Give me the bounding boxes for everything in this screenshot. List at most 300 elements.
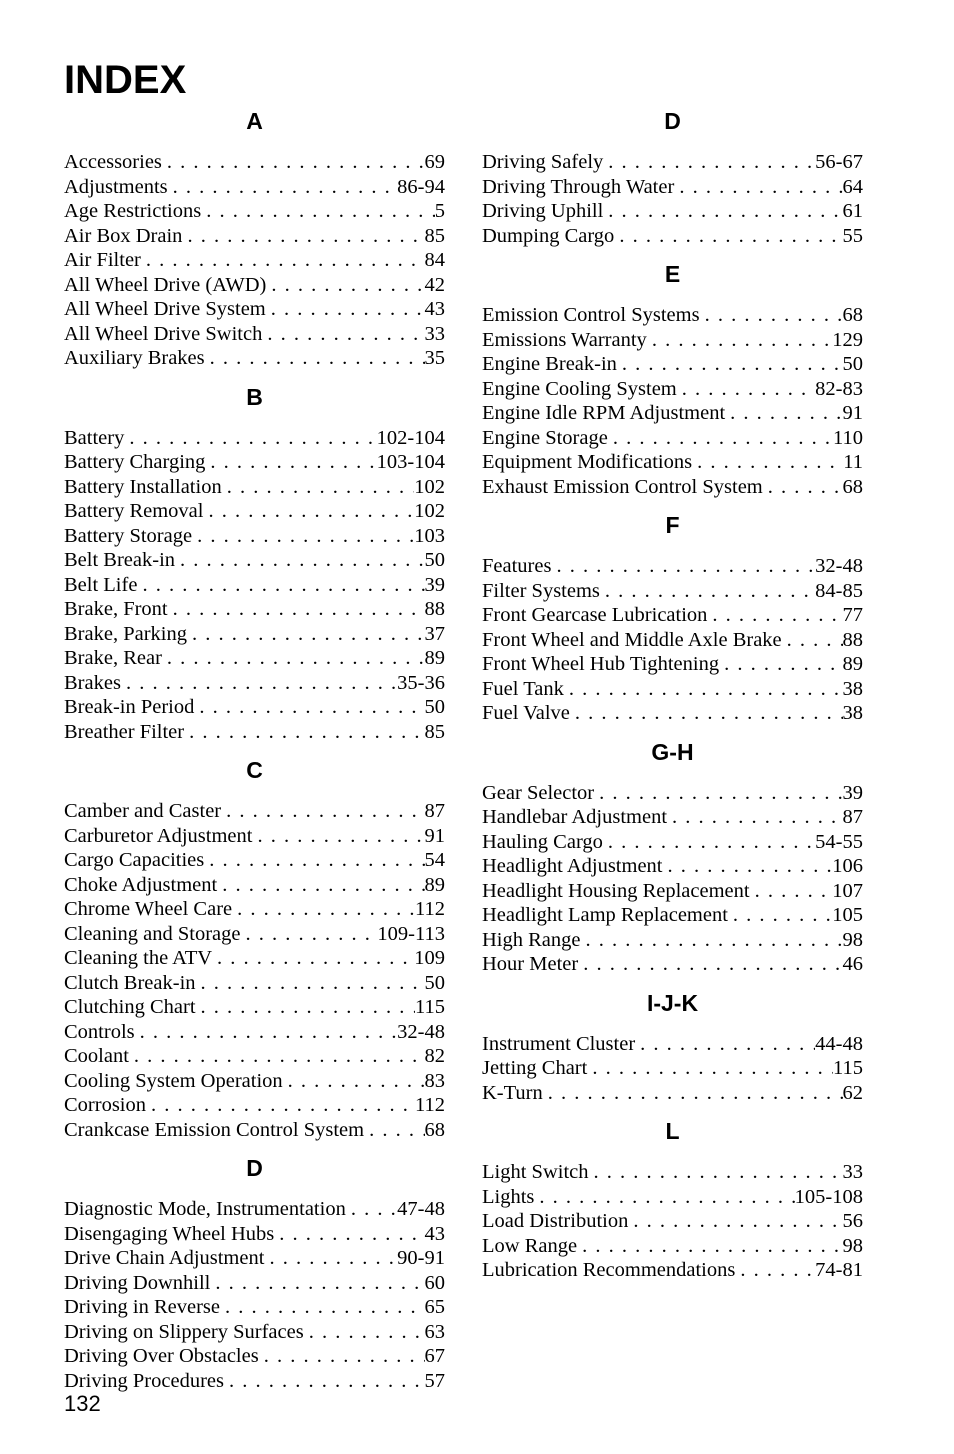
dot-leader xyxy=(129,1044,425,1069)
index-entry-label: Engine Break-in xyxy=(482,353,617,375)
index-entry-label: Drive Chain Adjustment xyxy=(64,1247,265,1269)
dot-leader xyxy=(614,224,842,249)
index-entry-label: Engine Storage xyxy=(482,426,608,449)
index-entry xyxy=(482,554,863,579)
dot-leader xyxy=(210,1271,424,1296)
index-entry-page: 57 xyxy=(424,1369,445,1392)
index-entry-page: 84-85 xyxy=(815,579,863,602)
index-entry xyxy=(482,805,863,830)
index-entry-page: 115 xyxy=(833,1057,863,1079)
index-entry-label: Auxiliary Brakes xyxy=(64,347,205,369)
index-entry-page: 110 xyxy=(833,426,863,449)
index-entry-page: 86-94 xyxy=(397,175,445,198)
index-entry-label: Cleaning the ATV xyxy=(64,947,213,969)
index-entry-page: 11 xyxy=(843,451,863,473)
dot-leader xyxy=(603,199,842,224)
index-entry-page: 112 xyxy=(415,1094,445,1116)
index-entry-page: 83 xyxy=(424,1069,445,1092)
index-entry xyxy=(64,1369,445,1394)
index-entry-page: 50 xyxy=(842,353,863,375)
index-entry xyxy=(482,952,863,977)
index-entry-page: 43 xyxy=(424,1222,445,1245)
dot-leader xyxy=(570,701,843,726)
dot-leader xyxy=(594,781,842,806)
index-entry xyxy=(482,928,863,953)
index-entry-page: 85 xyxy=(424,720,445,743)
index-entry-list xyxy=(482,1032,863,1106)
index-entry-page: 43 xyxy=(424,298,445,320)
index-entry-label: Fuel Tank xyxy=(482,677,564,700)
index-entry-page: 68 xyxy=(842,304,863,326)
index-entry-label: Jetting Chart xyxy=(482,1057,588,1079)
dot-leader xyxy=(252,824,424,849)
index-entry-list xyxy=(482,303,863,499)
index-entry-page: 103-104 xyxy=(376,451,445,473)
index-entry xyxy=(64,1246,445,1271)
dot-leader xyxy=(205,450,376,475)
index-entry-label: Choke Adjustment xyxy=(64,873,218,896)
index-entry-page: 91 xyxy=(842,402,863,424)
index-entry xyxy=(64,922,445,947)
index-entry-page: 50 xyxy=(424,696,445,718)
index-entry xyxy=(64,1044,445,1069)
index-entry-label: Brakes xyxy=(64,671,121,694)
index-entry-label: Lubrication Recommendations xyxy=(482,1259,736,1281)
index-entry-label: Clutch Break-in xyxy=(64,971,196,994)
index-entry-label: Brake, Parking xyxy=(64,622,187,645)
index-entry-page: 103 xyxy=(414,524,445,547)
index-entry-label: Belt Life xyxy=(64,573,138,596)
index-entry xyxy=(64,597,445,622)
index-entry-page: 105-108 xyxy=(794,1185,863,1208)
dot-leader xyxy=(304,1320,425,1345)
index-entry-page: 82 xyxy=(424,1045,445,1067)
section-letter-heading: G-H xyxy=(651,738,694,765)
index-entry xyxy=(64,1271,445,1296)
index-entry-label: Carburetor Adjustment xyxy=(64,824,253,847)
index-entry-page: 47-48 xyxy=(397,1198,445,1220)
index-entry xyxy=(482,450,863,475)
index-entry xyxy=(482,1056,863,1081)
index-entry-label: Filter Systems xyxy=(482,579,600,602)
index-entry-label: Air Filter xyxy=(64,249,141,271)
index-entry-page: 5 xyxy=(434,200,445,222)
index-entry-page: 67 xyxy=(424,1345,445,1367)
dot-leader xyxy=(577,1234,842,1259)
index-entry-label: Instrument Cluster xyxy=(482,1032,636,1055)
index-column-right xyxy=(482,108,863,1296)
index-entry xyxy=(482,150,863,175)
index-entry-label: Engine Cooling System xyxy=(482,377,677,400)
dot-leader xyxy=(162,150,425,175)
dot-leader xyxy=(647,328,832,353)
index-entry-page: 87 xyxy=(842,806,863,828)
index-entry xyxy=(64,1320,445,1345)
page-title: INDEX xyxy=(64,58,187,102)
section-letter-heading: I-J-K xyxy=(646,989,699,1016)
index-entry-page: 65 xyxy=(424,1296,445,1318)
dot-leader xyxy=(628,1209,842,1234)
index-entry-label: Age Restrictions xyxy=(64,200,202,222)
index-entry-label: Clutching Chart xyxy=(64,996,196,1018)
index-entry-page: 82-83 xyxy=(815,377,863,400)
dot-leader xyxy=(635,1032,815,1057)
index-entry-page: 88 xyxy=(842,628,863,651)
index-entry xyxy=(64,995,445,1020)
index-entry-label: Driving in Reverse xyxy=(64,1296,220,1318)
index-entry-label: Cleaning and Storage xyxy=(64,922,241,945)
index-entry xyxy=(64,573,445,598)
index-entry xyxy=(482,579,863,604)
dot-leader xyxy=(725,401,842,426)
index-entry xyxy=(64,824,445,849)
index-entry-label: Headlight Lamp Replacement xyxy=(482,904,728,926)
index-entry-label: Battery Charging xyxy=(64,451,206,473)
index-entry-page: 102-104 xyxy=(376,426,445,449)
dot-leader xyxy=(124,426,376,451)
index-entry-label: Handlebar Adjustment xyxy=(482,806,668,828)
dot-leader xyxy=(168,175,398,200)
index-entry-label: Hauling Cargo xyxy=(482,830,603,853)
dot-leader xyxy=(146,1093,415,1118)
index-entry-page: 35-36 xyxy=(397,671,445,694)
index-entry xyxy=(482,328,863,353)
index-entry xyxy=(64,622,445,647)
index-entry-page: 38 xyxy=(842,702,863,724)
index-entry-label: Diagnostic Mode, Instrumentation xyxy=(64,1198,346,1220)
section-letter-heading: C xyxy=(246,757,263,783)
dot-leader xyxy=(205,346,425,371)
index-entry-page: 46 xyxy=(842,953,863,975)
index-entry-page: 32-48 xyxy=(815,555,863,577)
index-entry-label: Battery Installation xyxy=(64,475,222,498)
index-entry-page: 63 xyxy=(424,1320,445,1343)
index-entry xyxy=(64,1093,445,1118)
index-entry xyxy=(64,897,445,922)
dot-leader xyxy=(663,854,833,879)
index-entry-page: 35 xyxy=(424,347,445,369)
index-entry xyxy=(482,426,863,451)
index-entry-page: 56-67 xyxy=(815,151,863,173)
index-entry xyxy=(482,1185,863,1210)
index-entry-page: 33 xyxy=(424,322,445,345)
index-entry-label: Emission Control Systems xyxy=(482,304,700,326)
index-entry xyxy=(64,199,445,224)
index-entry-label: Low Range xyxy=(482,1234,578,1257)
index-entry-page: 85 xyxy=(424,224,445,247)
dot-leader xyxy=(196,971,425,996)
index-entry-page: 89 xyxy=(424,873,445,896)
dot-leader xyxy=(182,224,424,249)
dot-leader xyxy=(603,830,815,855)
dot-leader xyxy=(141,248,425,273)
index-entry-label: Battery Storage xyxy=(64,524,193,547)
index-entry-label: Driving Procedures xyxy=(64,1369,224,1392)
page-number: 132 xyxy=(64,1391,101,1416)
index-entry-page: 50 xyxy=(424,971,445,994)
index-entry xyxy=(64,475,445,500)
index-entry xyxy=(482,903,863,928)
dot-leader xyxy=(608,426,833,451)
section-letter-heading: L xyxy=(665,1118,680,1144)
dot-leader xyxy=(262,322,424,347)
index-entry xyxy=(64,848,445,873)
dot-leader xyxy=(564,677,843,702)
index-entry xyxy=(64,346,445,371)
index-entry xyxy=(482,701,863,726)
dot-leader xyxy=(617,352,843,377)
index-entry-page: 84 xyxy=(424,249,445,271)
dot-leader xyxy=(222,475,415,500)
index-entry xyxy=(64,646,445,671)
index-entry xyxy=(482,303,863,328)
index-entry-page: 44-48 xyxy=(815,1032,863,1055)
dot-leader xyxy=(259,1344,425,1369)
index-entry-label: Air Box Drain xyxy=(64,224,183,247)
index-entry-label: Brake, Rear xyxy=(64,647,162,669)
index-entry-page: 37 xyxy=(424,622,445,645)
index-entry-page: 89 xyxy=(842,653,863,675)
index-entry-label: Front Wheel and Middle Axle Brake xyxy=(482,628,782,651)
index-entry-page: 62 xyxy=(842,1081,863,1104)
index-entry-label: Driving Uphill xyxy=(482,200,604,222)
index-entry-page: 54-55 xyxy=(815,830,863,853)
index-entry-label: Cargo Capacities xyxy=(64,849,205,871)
dot-leader xyxy=(201,199,435,224)
index-entry xyxy=(64,971,445,996)
dot-leader xyxy=(175,548,424,573)
index-entry-page: 98 xyxy=(842,1234,863,1257)
index-entry-label: Camber and Caster xyxy=(64,800,222,822)
index-entry-label: Hour Meter xyxy=(482,953,579,975)
dot-leader xyxy=(588,1160,842,1185)
index-entry xyxy=(64,150,445,175)
index-entry-label: Driving Safely xyxy=(482,151,604,173)
index-entry-page: 88 xyxy=(424,598,445,620)
index-entry xyxy=(482,352,863,377)
index-entry-page: 89 xyxy=(424,647,445,669)
index-entry xyxy=(64,426,445,451)
index-entry-label: Accessories xyxy=(64,151,162,173)
index-entry xyxy=(482,175,863,200)
index-entry-label: Light Switch xyxy=(482,1161,589,1183)
index-entry xyxy=(482,628,863,653)
index-entry xyxy=(64,1344,445,1369)
dot-leader xyxy=(674,175,842,200)
index-entry-list xyxy=(482,554,863,726)
index-entry xyxy=(482,1160,863,1185)
index-entry xyxy=(482,652,863,677)
index-entry-label: Controls xyxy=(64,1020,135,1043)
index-entry-list xyxy=(482,150,863,248)
index-entry-label: Driving Through Water xyxy=(482,175,675,198)
index-column-left xyxy=(64,108,445,1406)
index-entry-label: Disengaging Wheel Hubs xyxy=(64,1222,275,1245)
section-letter-heading: D xyxy=(246,1155,263,1181)
section-letter-heading: B xyxy=(246,383,263,410)
index-entry-page: 112 xyxy=(415,898,445,920)
index-entry-page: 55 xyxy=(842,224,863,247)
dot-leader xyxy=(192,524,414,549)
index-entry-list xyxy=(64,799,445,1142)
dot-leader xyxy=(543,1081,843,1106)
index-entry xyxy=(64,799,445,824)
index-entry xyxy=(482,199,863,224)
index-entry-page: 68 xyxy=(424,1118,445,1141)
index-entry xyxy=(64,1020,445,1045)
section-letter-heading: D xyxy=(664,108,681,134)
index-entry-label: Dumping Cargo xyxy=(482,224,615,247)
index-entry-label: Corrosion xyxy=(64,1094,146,1116)
index-entry xyxy=(482,781,863,806)
index-entry xyxy=(64,248,445,273)
index-entry-page: 109 xyxy=(414,947,445,969)
index-entry xyxy=(482,830,863,855)
index-entry-label: Features xyxy=(482,555,552,577)
index-entry-list xyxy=(482,1160,863,1283)
section-letter-heading: A xyxy=(246,108,263,134)
index-entry xyxy=(482,1081,863,1106)
index-entry-page: 32-48 xyxy=(397,1020,445,1043)
index-entry-label: Battery xyxy=(64,426,125,449)
index-entry-page: 61 xyxy=(842,200,863,222)
index-entry-label: All Wheel Drive Switch xyxy=(64,322,263,345)
index-entry-label: Lights xyxy=(482,1185,535,1208)
index-entry xyxy=(64,1295,445,1320)
index-entry-list xyxy=(64,426,445,745)
dot-leader xyxy=(266,297,425,322)
dot-leader xyxy=(187,622,425,647)
dot-leader xyxy=(217,873,424,898)
index-entry-label: Front Wheel Hub Tightening xyxy=(482,653,720,675)
dot-leader xyxy=(274,1222,424,1247)
dot-leader xyxy=(677,377,815,402)
index-entry-label: Cooling System Operation xyxy=(64,1069,283,1092)
index-entry-label: Adjustments xyxy=(64,175,168,198)
index-entry-page: 90-91 xyxy=(397,1247,445,1269)
index-entry xyxy=(482,879,863,904)
dot-leader xyxy=(135,1020,398,1045)
index-entry-page: 77 xyxy=(842,604,863,626)
index-entry-label: Load Distribution xyxy=(482,1210,629,1232)
dot-leader xyxy=(221,799,424,824)
index-entry xyxy=(64,1197,445,1222)
dot-leader xyxy=(283,1069,425,1094)
index-entry-label: Breather Filter xyxy=(64,720,185,743)
index-entry-label: Brake, Front xyxy=(64,598,168,620)
dot-leader xyxy=(346,1197,397,1222)
dot-leader xyxy=(735,1258,815,1283)
index-entry-label: All Wheel Drive (AWD) xyxy=(64,273,267,296)
index-entry-page: 54 xyxy=(424,849,445,871)
index-entry-label: Coolant xyxy=(64,1045,129,1067)
index-entry xyxy=(64,671,445,696)
dot-leader xyxy=(204,848,424,873)
dot-leader xyxy=(587,1056,833,1081)
index-entry xyxy=(64,873,445,898)
dot-leader xyxy=(137,573,424,598)
index-entry xyxy=(64,946,445,971)
index-entry xyxy=(64,548,445,573)
dot-leader xyxy=(763,475,843,500)
dot-leader xyxy=(667,805,842,830)
index-entry-label: High Range xyxy=(482,928,581,951)
dot-leader xyxy=(578,952,842,977)
dot-leader xyxy=(162,646,425,671)
dot-leader xyxy=(551,554,815,579)
index-entry xyxy=(64,224,445,249)
index-entry-page: 33 xyxy=(842,1161,863,1183)
index-entry-page: 129 xyxy=(832,328,863,351)
dot-leader xyxy=(224,1369,425,1394)
index-entry-page: 106 xyxy=(832,855,863,877)
index-entry xyxy=(64,524,445,549)
dot-leader xyxy=(782,628,843,653)
index-entry xyxy=(64,297,445,322)
dot-leader xyxy=(728,903,832,928)
index-entry xyxy=(482,854,863,879)
index-entry xyxy=(482,475,863,500)
index-entry xyxy=(482,1032,863,1057)
index-entry-page: 56 xyxy=(842,1210,863,1232)
index-entry-label: Engine Idle RPM Adjustment xyxy=(482,402,726,424)
index-entry-label: Driving on Slippery Surfaces xyxy=(64,1320,304,1343)
index-entry xyxy=(482,603,863,628)
dot-leader xyxy=(603,150,815,175)
index-entry-page: 115 xyxy=(415,996,445,1018)
index-entry-page: 102 xyxy=(414,475,445,498)
index-entry-page: 39 xyxy=(842,781,863,804)
dot-leader xyxy=(692,450,843,475)
dot-leader xyxy=(220,1295,425,1320)
index-entry-label: Battery Removal xyxy=(64,500,204,522)
index-entry xyxy=(64,499,445,524)
index-entry-list xyxy=(482,781,863,977)
index-entry xyxy=(64,720,445,745)
index-entry-page: 102 xyxy=(414,500,445,522)
dot-leader xyxy=(534,1185,794,1210)
index-entry xyxy=(482,224,863,249)
dot-leader xyxy=(194,695,424,720)
index-entry xyxy=(482,377,863,402)
index-entry-label: Headlight Adjustment xyxy=(482,855,663,877)
dot-leader xyxy=(184,720,424,745)
dot-leader xyxy=(600,579,815,604)
dot-leader xyxy=(364,1118,424,1143)
index-entry-label: Belt Break-in xyxy=(64,549,176,571)
dot-leader xyxy=(581,928,843,953)
index-entry xyxy=(64,1118,445,1143)
index-entry-label: Front Gearcase Lubrication xyxy=(482,604,708,626)
index-entry-label: Emissions Warranty xyxy=(482,328,647,351)
index-entry-label: Driving Downhill xyxy=(64,1271,211,1294)
index-entry-page: 42 xyxy=(424,273,445,296)
index-entry xyxy=(64,175,445,200)
index-entry-label: Break-in Period xyxy=(64,696,195,718)
section-letter-heading: F xyxy=(665,512,680,538)
index-entry-page: 91 xyxy=(424,824,445,847)
index-entry-page: 39 xyxy=(424,573,445,596)
index-entry xyxy=(64,1069,445,1094)
section-letter-heading: E xyxy=(664,261,681,287)
index-entry-page: 74-81 xyxy=(815,1259,863,1281)
index-entry-list xyxy=(64,1197,445,1393)
index-entry-page: 60 xyxy=(424,1271,445,1294)
dot-leader xyxy=(212,946,414,971)
index-entry xyxy=(482,1258,863,1283)
index-entry-label: Gear Selector xyxy=(482,781,595,804)
index-entry-label: Headlight Housing Replacement xyxy=(482,879,750,902)
